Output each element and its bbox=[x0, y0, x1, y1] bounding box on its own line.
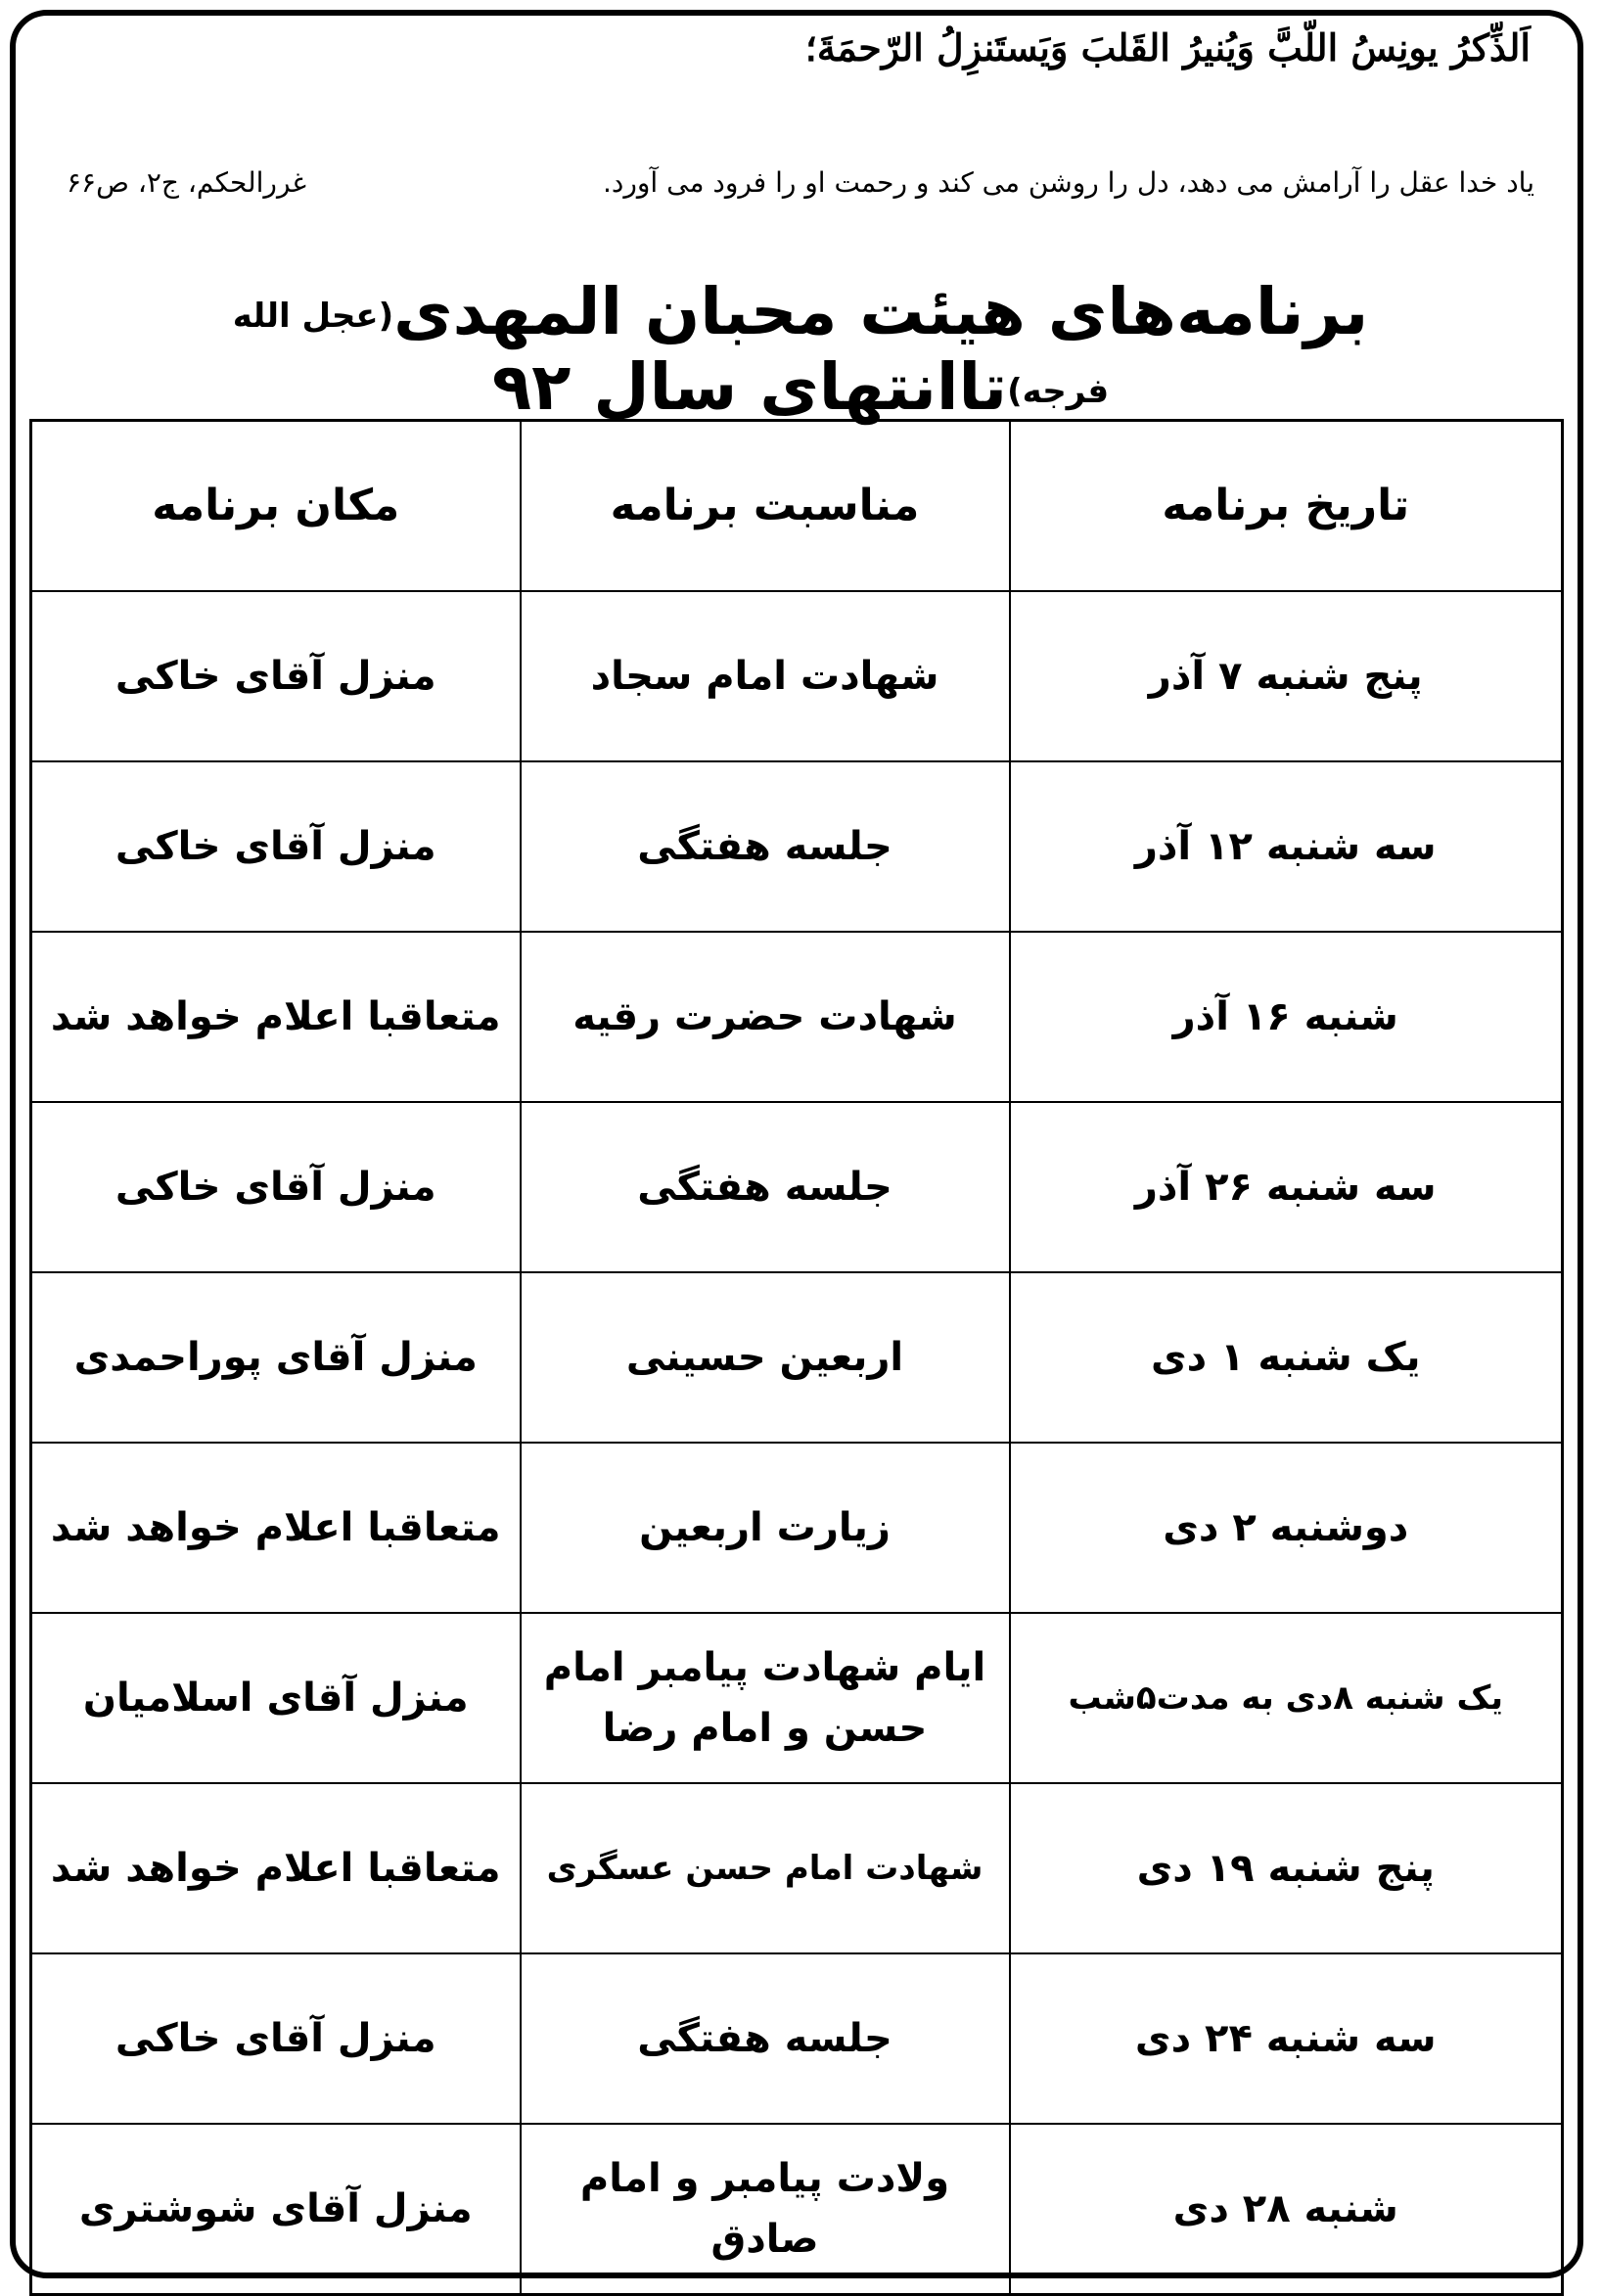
title-part-1: برنامه‌های هیئت محبان المهدی bbox=[393, 274, 1369, 349]
translation-row bbox=[67, 166, 1534, 199]
table-header-row bbox=[31, 421, 1563, 592]
title-honorific: (عجل الله فرجه) bbox=[232, 296, 1110, 411]
cell-place: منزل آقای خاکی bbox=[31, 761, 521, 932]
header-place: مکان برنامه bbox=[31, 421, 521, 592]
cell-place: منزل آقای خاکی bbox=[31, 1102, 521, 1272]
cell-date: سه شنبه ۲۴ دی bbox=[1010, 1953, 1563, 2124]
cell-place: متعاقبا اعلام خواهد شد bbox=[31, 932, 521, 1102]
cell-occasion: شهادت امام حسن عسگری bbox=[521, 1783, 1010, 1953]
cell-date: دوشنبه ۲ دی bbox=[1010, 1443, 1563, 1613]
cell-occasion: جلسه هفتگی bbox=[521, 761, 1010, 932]
header-date: تاریخ برنامه bbox=[1010, 421, 1563, 592]
cell-occasion: شهادت حضرت رقیه bbox=[521, 932, 1010, 1102]
cell-date: سه شنبه ۱۲ آذر bbox=[1010, 761, 1563, 932]
hadith-translation: یاد خدا عقل را آرامش می دهد، دل را روشن می کند و رحمت او را فرود می آورد. bbox=[603, 166, 1534, 199]
hadith-source: غررالحکم، ج۲، ص۶۶ bbox=[67, 166, 307, 199]
title-part-2: تاانتهای سال ۹۲ bbox=[491, 349, 1008, 425]
cell-place: منزل آقای خاکی bbox=[31, 591, 521, 761]
cell-place: منزل آقای خاکی bbox=[31, 1953, 521, 2124]
table-row bbox=[31, 2124, 1563, 2295]
cell-place: منزل آقای اسلامیان bbox=[31, 1613, 521, 1783]
cell-date: یک شنبه ۸دی به مدت۵شب bbox=[1010, 1613, 1563, 1783]
hadith-text: اَلذِّكرُ يونِسُ اللّبَّ وَيُنيرُ القَلبَ وَيَستَنزِلُ الرّحمَةَ؛ bbox=[804, 25, 1531, 69]
table-row bbox=[31, 761, 1563, 932]
cell-date: شنبه ۲۸ دی bbox=[1010, 2124, 1563, 2295]
cell-date: پنج شنبه ۷ آذر bbox=[1010, 591, 1563, 761]
table-row bbox=[31, 1783, 1563, 1953]
cell-place: متعاقبا اعلام خواهد شد bbox=[31, 1783, 521, 1953]
page-title bbox=[59, 274, 1542, 425]
cell-date: شنبه ۱۶ آذر bbox=[1010, 932, 1563, 1102]
cell-place: منزل آقای شوشتری bbox=[31, 2124, 521, 2295]
header-occasion: مناسبت برنامه bbox=[521, 421, 1010, 592]
table-row bbox=[31, 1102, 1563, 1272]
cell-occasion: جلسه هفتگی bbox=[521, 1953, 1010, 2124]
table-row bbox=[31, 1443, 1563, 1613]
table-row bbox=[31, 932, 1563, 1102]
table-row bbox=[31, 1613, 1563, 1783]
cell-occasion: جلسه هفتگی bbox=[521, 1102, 1010, 1272]
cell-place: متعاقبا اعلام خواهد شد bbox=[31, 1443, 521, 1613]
schedule-table bbox=[29, 419, 1564, 2296]
cell-occasion: ایام شهادت پیامبر امام حسن و امام رضا bbox=[521, 1613, 1010, 1783]
table-row bbox=[31, 1953, 1563, 2124]
table-row bbox=[31, 1272, 1563, 1443]
cell-occasion: ولادت پیامبر و امام صادق bbox=[521, 2124, 1010, 2295]
cell-place: منزل آقای پوراحمدی bbox=[31, 1272, 521, 1443]
table-row bbox=[31, 591, 1563, 761]
cell-occasion: اربعین حسینی bbox=[521, 1272, 1010, 1443]
cell-date: پنج شنبه ۱۹ دی bbox=[1010, 1783, 1563, 1953]
cell-occasion: شهادت امام سجاد bbox=[521, 591, 1010, 761]
cell-date: سه شنبه ۲۶ آذر bbox=[1010, 1102, 1563, 1272]
cell-occasion: زیارت اربعین bbox=[521, 1443, 1010, 1613]
cell-date: یک شنبه ۱ دی bbox=[1010, 1272, 1563, 1443]
